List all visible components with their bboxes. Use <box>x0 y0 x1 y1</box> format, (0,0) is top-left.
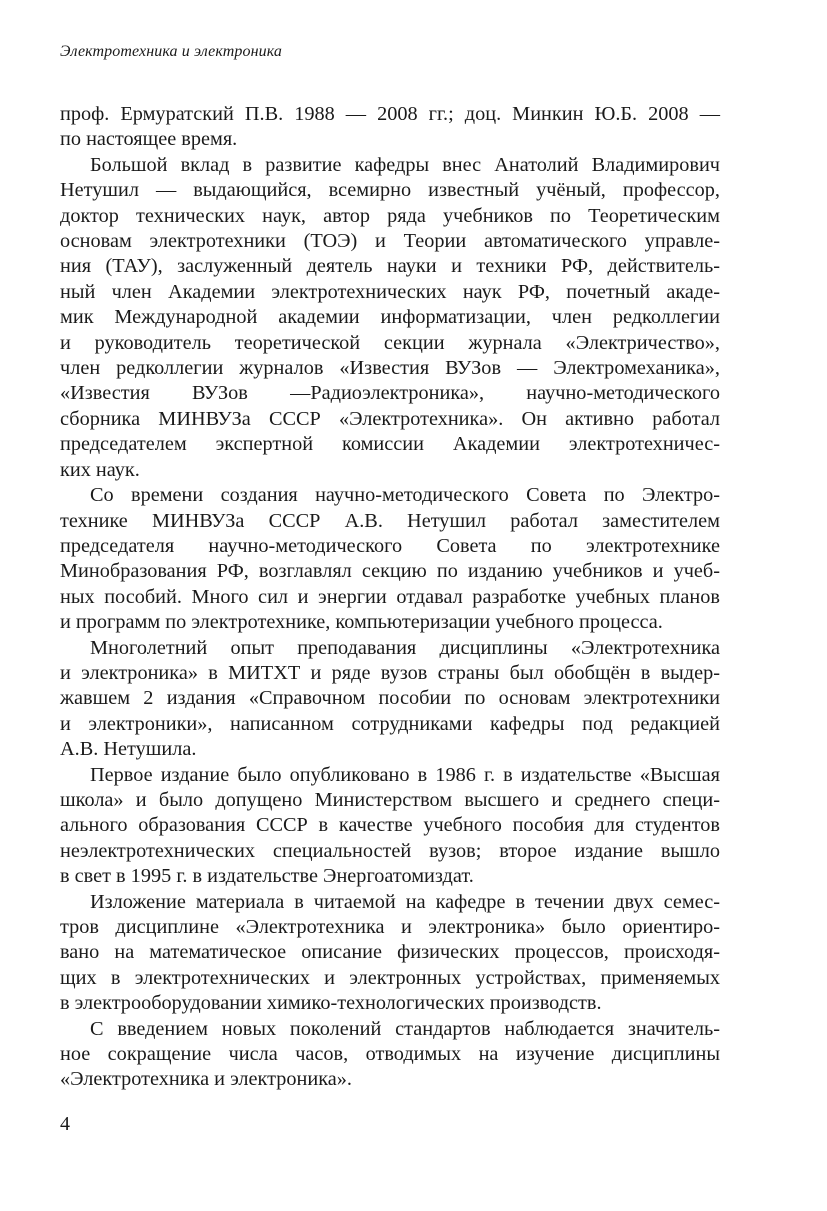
text-line: в свет в 1995 г. в издательстве Энергоатомиздат. <box>60 865 474 888</box>
text-line: вано на математическое описание физических процессов, происходя- <box>60 941 720 964</box>
text-line: и электроники», написанном сотрудниками кафедры под редакцией <box>60 712 720 735</box>
text-line: ального образования СССР в качестве учебного пособия для студентов <box>60 814 720 837</box>
text-line: и руководитель теоретической секции журнала «Электричество», <box>60 331 720 354</box>
paragraph-4 <box>60 636 720 763</box>
text-line: щих в электротехнических и электронных устройствах, применяемых <box>60 966 720 989</box>
text-line: член редколлегии журналов «Известия ВУЗов — Электромеханика», <box>60 357 720 380</box>
text-line: мик Международной академии информатизации, член редколлегии <box>60 306 720 329</box>
text-line: ния (ТАУ), заслуженный деятель науки и техники РФ, действитель- <box>60 255 720 278</box>
text-line: А.В. Нетушила. <box>60 738 197 761</box>
text-line: проф. Ермуратский П.В. 1988 — 2008 гг.; доц. Минкин Ю.Б. 2008 — <box>60 103 720 125</box>
paragraph-5 <box>60 763 720 890</box>
text-line: ных пособий. Много сил и энергии отдавал разработке учебных планов <box>60 585 720 608</box>
text-line: председателя научно-методического Совета по электротехнике <box>60 534 720 557</box>
text-line: Многолетний опыт преподавания дисциплины «Электротехника <box>90 636 720 659</box>
running-header: Электротехника и электроника <box>60 43 283 60</box>
text-line: Первое издание было опубликовано в 1986 г. в издательстве «Высшая <box>90 763 720 786</box>
text-line: в электрооборудовании химико-технологических производств. <box>60 992 602 1015</box>
text-line: по настоящее время. <box>60 128 238 151</box>
text-line: технике МИНВУЗа СССР А.В. Нетушил работал заместителем <box>60 509 720 532</box>
text-line: Большой вклад в развитие кафедры внес Анатолий Владимирович <box>90 153 720 176</box>
text-line: Минобразования РФ, возглавлял секцию по изданию учебников и учеб- <box>60 560 720 583</box>
text-line: тров дисциплине «Электротехника и электроника» было ориентиро- <box>60 916 720 938</box>
text-line: Изложение материала в читаемой на кафедре в течении двух семес- <box>90 890 720 913</box>
text-line: Со времени создания научно-методического Совета по Электро- <box>90 484 720 507</box>
paragraph-6 <box>60 890 720 1017</box>
paragraph-1 <box>60 102 720 153</box>
paragraph-7 <box>60 1017 720 1093</box>
text-line: неэлектротехнических специальностей вузов; второе издание вышло <box>60 839 720 862</box>
paragraph-3 <box>60 483 720 635</box>
text-line: ких наук. <box>60 458 140 481</box>
paragraph-2 <box>60 153 720 483</box>
text-line: председателем экспертной комиссии Академии электротехничес- <box>60 433 720 456</box>
text-line: и программ по электротехнике, компьютеризации учебного процесса. <box>60 611 663 634</box>
text-line: «Известия ВУЗов —Радиоэлектроника», научно-методического <box>60 382 720 405</box>
body-text <box>60 102 720 1093</box>
text-line: ный член Академии электротехнических наук РФ, почетный акаде- <box>60 280 720 303</box>
text-line: Нетушил — выдающийся, всемирно известный учёный, профессор, <box>60 179 720 202</box>
text-line: жавшем 2 издания «Справочном пособии по основам электротехники <box>60 687 720 710</box>
text-line: «Электротехника и электроника». <box>60 1068 352 1091</box>
text-line: С введением новых поколений стандартов наблюдается значитель- <box>90 1017 720 1040</box>
text-line: ное сокращение числа часов, отводимых на изучение дисциплины <box>60 1043 720 1066</box>
text-line: сборника МИНВУЗа СССР «Электротехника». Он активно работал <box>60 407 720 430</box>
text-line: основам электротехники (ТОЭ) и Теории автоматического управле- <box>60 230 720 253</box>
text-line: доктор технических наук, автор ряда учебников по Теоретическим <box>60 204 720 227</box>
page-number: 4 <box>60 1113 70 1135</box>
text-line: и электроника» в МИТХТ и ряде вузов страны был обобщён в выдер- <box>60 661 720 684</box>
text-line: школа» и было допущено Министерством высшего и среднего специ- <box>60 788 720 811</box>
